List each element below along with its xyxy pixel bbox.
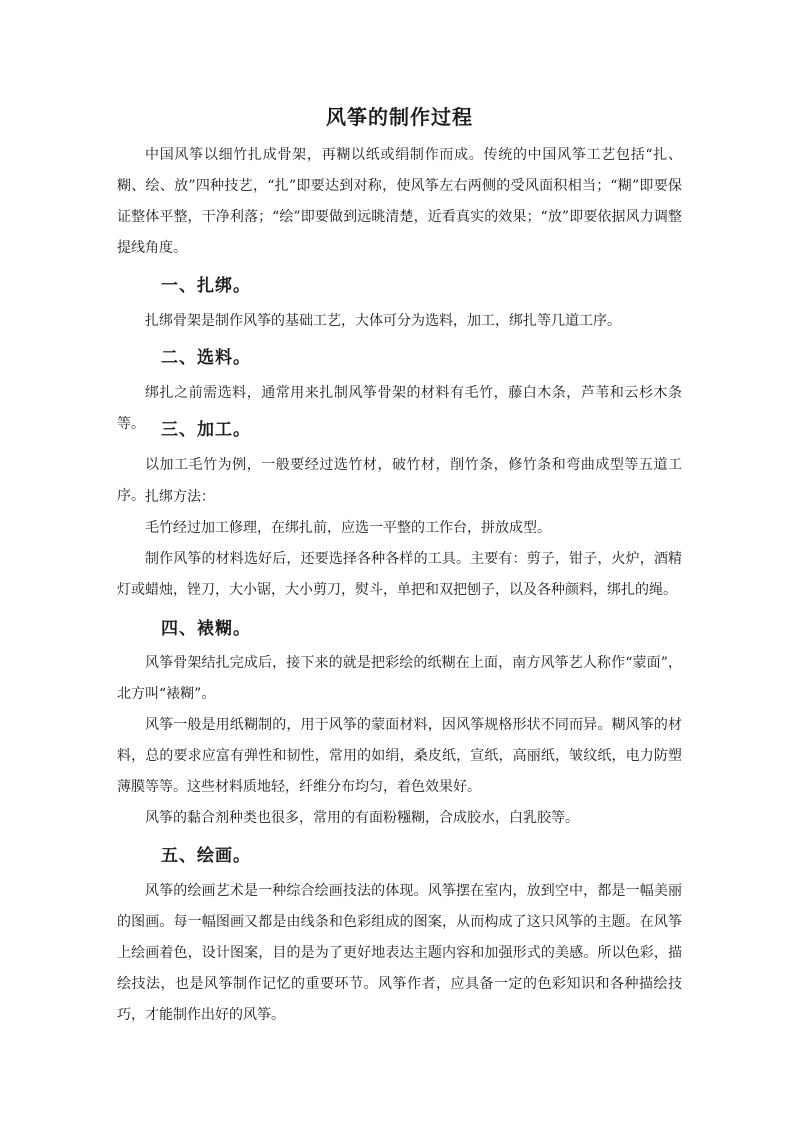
mounting-paragraph-2: 风筝一般是用纸糊制的，用于风筝的蒙面材料，因风筝规格形状不同而异。糊风筝的材料，总的要求应富有弹性和韧性，常用的如绢，桑皮纸，宣纸，高丽纸，皱纹纸，电力防塑薄膜等等。这些材料质地轻，纤维分布均匀，着色效果好。 (117, 717, 682, 795)
section-heading-mounting: 四、裱糊。 (161, 619, 251, 639)
processing-paragraph: 以加工毛竹为例，一般要经过选竹材，破竹材，削竹条，修竹条和弯曲成型等五道工序。 (117, 457, 682, 504)
tools-paragraph: 制作风筝的材料选好后，还要选择各种各样的工具。主要有：剪子，钳子，火炉，酒精灯或蜡烛，锉刀，大小锯，大小剪刀，熨斗，单把和双把刨子，以及各种颜料，绑扎的绳。 (117, 551, 682, 598)
section-heading-materials: 二、选料。 (161, 348, 251, 368)
mounting-paragraph-3: 风筝的黏合剂种类也很多，常用的有面粉糨糊，合成胶水，白乳胶等。 (145, 810, 579, 826)
binding-method-label: 扎绑方法： (145, 489, 215, 505)
section-heading-painting: 五、绘画。 (161, 846, 251, 866)
binding-method-paragraph: 毛竹经过加工修理，在绑扎前，应选一平整的工作台，拼放成型。 (145, 520, 551, 536)
painting-paragraph: 风筝的绘画艺术是一种综合绘画技法的体现。风筝摆在室内，放到空中，都是一幅美丽的图画。每一幅图画又都是由线条和色彩组成的图案，从而构成了这只风筝的主题。在风筝上绘画着色，设计图案，目的是为了更好地表达主题内容和加强形式的美感。所以色彩，描绘技法，也是风筝制作记忆的重要环节。风筝作者，应具备一定的色彩知识和各种描绘技巧，才能制作出好的风筝。 (117, 883, 682, 1023)
section-heading-binding: 一、扎绑。 (161, 276, 251, 296)
page-title: 风筝的制作过程 (326, 105, 473, 129)
materials-paragraph: 绑扎之前需选料，通常用来扎制风筝骨架的材料有毛竹，藤白木条，芦苇和云杉木条等。 (117, 385, 682, 432)
intro-paragraph: 中国风筝以细竹扎成骨架，再糊以纸或绢制作而成。传统的中国风筝工艺包括“扎、糊、绘、放”四种技艺，“扎”即要达到对称，使风筝左右两侧的受风面积相当；“糊”即要保证整体平整，干净利落；“绘”即要做到远眺清楚，近看真实的效果；“放”即要依据风力调整提线角度。 (117, 147, 682, 256)
mounting-paragraph-1: 风筝骨架结扎完成后，接下来的就是把彩绘的纸糊在上面，南方风筝艺人称作“蒙面”，北方叫“裱糊”。 (117, 655, 682, 702)
section-heading-processing: 三、加工。 (161, 420, 251, 440)
binding-paragraph: 扎绑骨架是制作风筝的基础工艺，大体可分为选料，加工，绑扎等几道工序。 (145, 313, 621, 329)
